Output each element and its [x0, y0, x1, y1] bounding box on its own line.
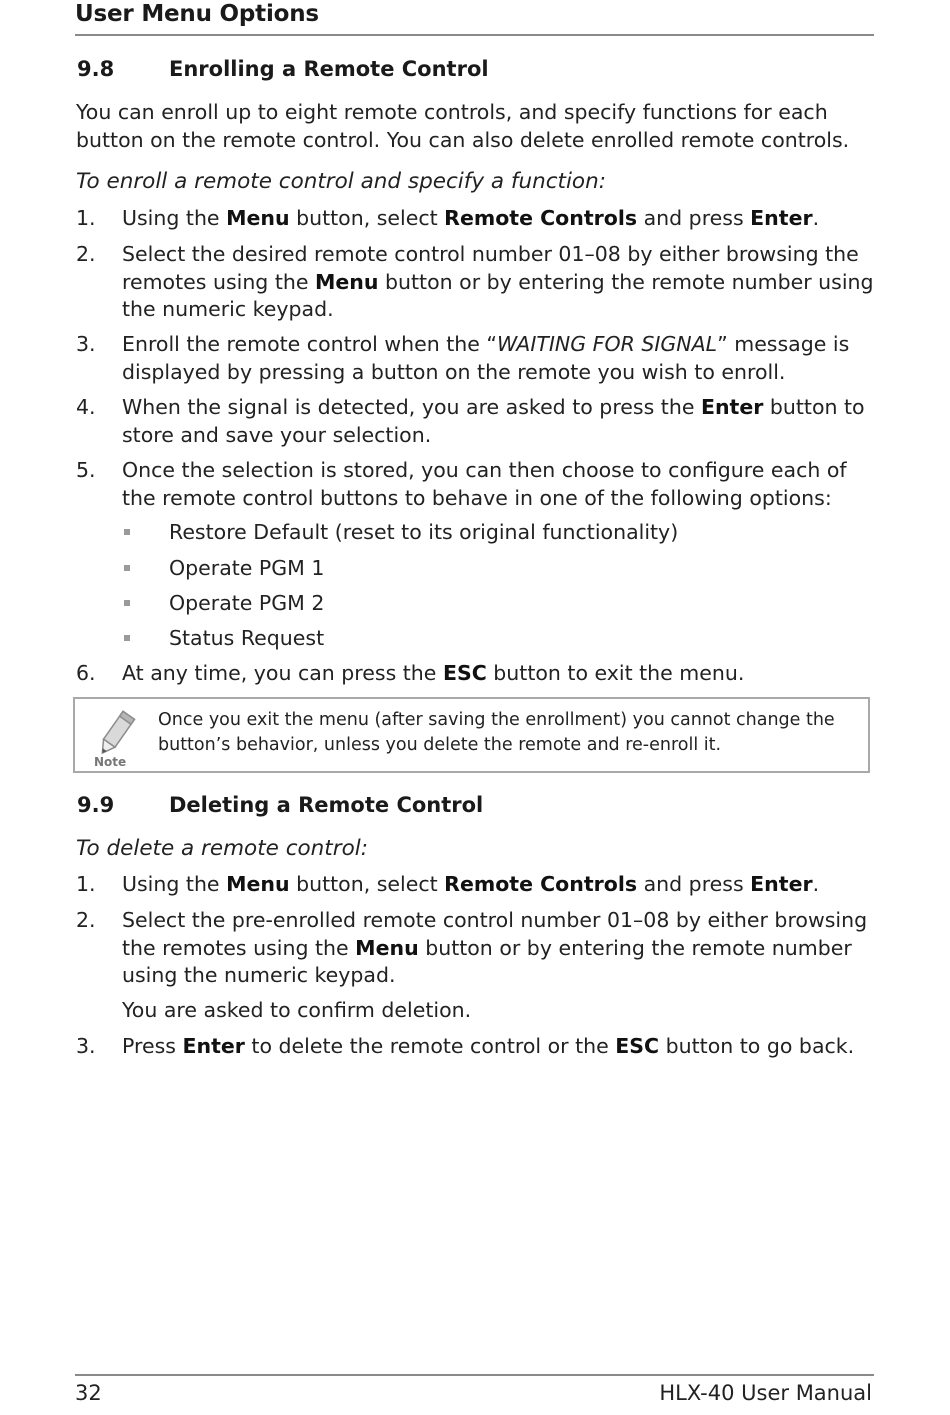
step-number: 4. [76, 395, 96, 419]
bullet-square-icon [124, 600, 130, 606]
step-text: At any time, you can press the ESC button to exit the menu. [122, 661, 745, 685]
step-text: Enroll the remote control when the “WAITING FOR SIGNAL” message is displayed by pressing a button on the remote you wish to enroll. [122, 332, 850, 384]
page-footer [75, 1374, 874, 1415]
note-text: Once you exit the menu (after saving the enrollment) you cannot change the button’s behavior, unless you delete the remote and re-enroll it. [158, 710, 835, 755]
section-number: 9.9 [77, 793, 115, 817]
step-text: Select the pre-enrolled remote control number 01–08 by either browsing the remotes using the Menu button or by entering the remote number using the numeric keypad. [122, 908, 868, 987]
procedure-title: To enroll a remote control and specify a function: [76, 169, 606, 194]
section-title: Deleting a Remote Control [169, 793, 484, 817]
step-text: Once the selection is stored, you can then choose to configure each of the remote control buttons to behave in one of the following options: [122, 458, 847, 510]
bullet-square-icon [124, 565, 130, 571]
step-text: Press Enter to delete the remote control or the ESC button to go back. [122, 1034, 855, 1058]
step-text: When the signal is detected, you are asked to press the Enter button to store and save your selection. [122, 395, 865, 447]
step-number: 6. [76, 661, 96, 685]
step-number: 3. [76, 332, 96, 356]
step-text: Using the Menu button, select Remote Controls and press Enter. [122, 206, 820, 230]
section-intro: You can enroll up to eight remote controls, and specify functions for each button on the remote control. You can also delete enrolled remote controls. [76, 100, 850, 152]
bullet-square-icon [124, 529, 130, 535]
page-number: 32 [75, 1381, 102, 1405]
step-number: 2. [76, 908, 96, 932]
section-number: 9.8 [77, 57, 115, 81]
note-box [73, 697, 870, 773]
step-number: 1. [76, 206, 96, 230]
step-subtext: You are asked to confirm deletion. [122, 998, 472, 1022]
step-number: 3. [76, 1034, 96, 1058]
step-text: Select the desired remote control number 01–08 by either browsing the remotes using the Menu button or by entering the remote number using the numeric keypad. [122, 242, 874, 321]
bullet-square-icon [124, 635, 130, 641]
step-number: 1. [76, 872, 96, 896]
step-text: Using the Menu button, select Remote Controls and press Enter. [122, 872, 820, 896]
procedure-title: To delete a remote control: [76, 836, 368, 861]
page-header [75, 0, 874, 36]
manual-title: HLX-40 User Manual [659, 1381, 872, 1405]
header-title: User Menu Options [75, 1, 319, 27]
note-label: Note [94, 755, 127, 769]
step-number: 5. [76, 458, 96, 482]
section-title: Enrolling a Remote Control [169, 57, 489, 81]
step-number: 2. [76, 242, 96, 266]
